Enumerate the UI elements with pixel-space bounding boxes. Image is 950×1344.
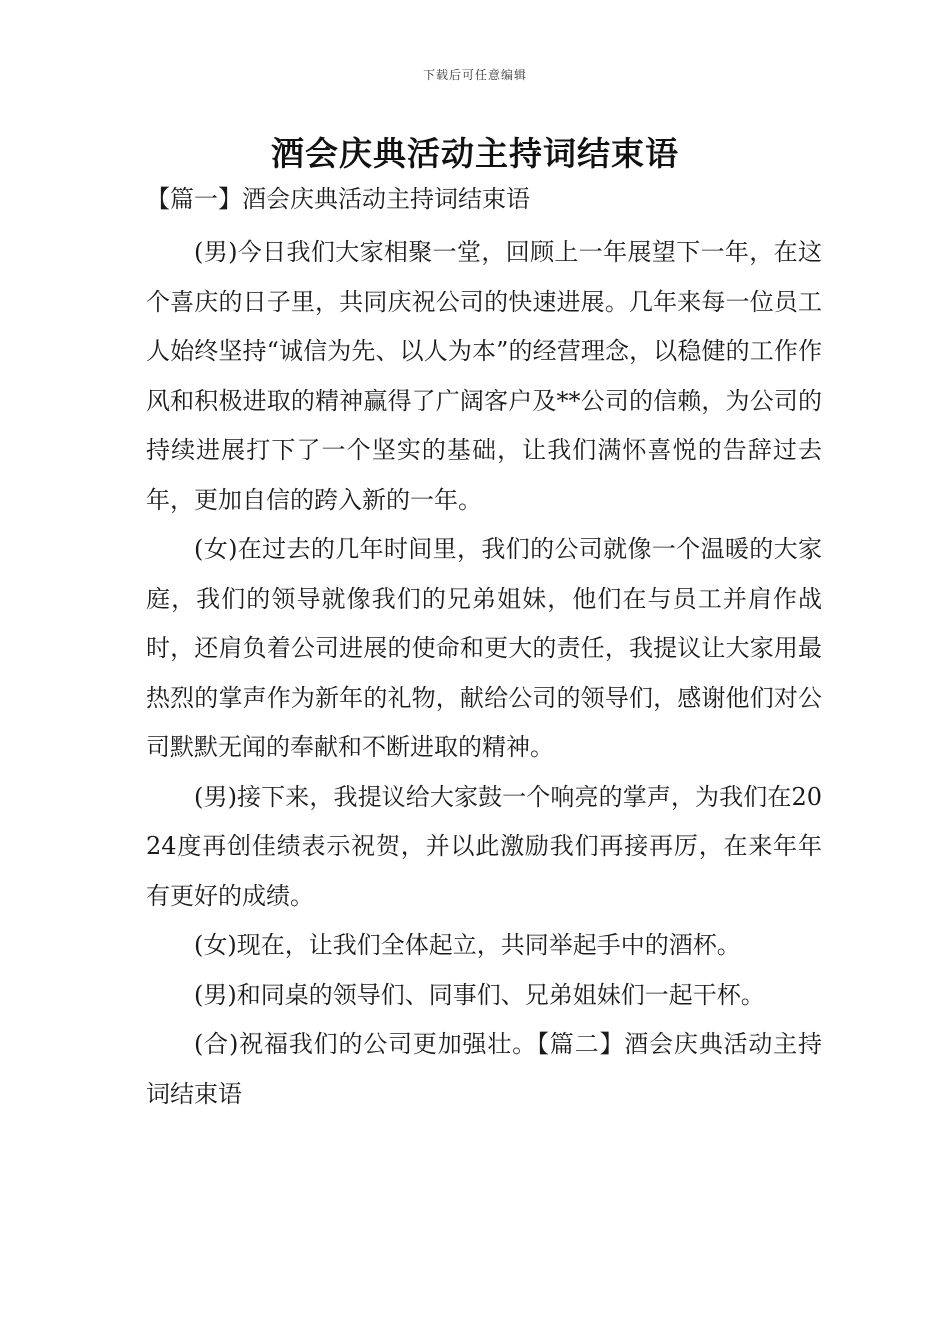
paragraph-6: (合)祝福我们的公司更加强壮。【篇二】酒会庆典活动主持词结束语 (146, 1030, 822, 1108)
paragraph-4: (女)现在，让我们全体起立，共同举起手中的酒杯。 (194, 931, 741, 959)
paragraph-2: (女)在过去的几年时间里，我们的公司就像一个温暖的大家庭，我们的领导就像我们的兄弟姐妹，他们在与员工并肩作战时，还肩负着公司进展的使命和更大的责任，我提议让大家用最热烈的掌声作为新年的礼物，献给公司的领导们，感谢他们对公司默默无闻的奉献和不断进取的精神。 (146, 535, 822, 761)
paragraph-5: (男)和同桌的领导们、同事们、兄弟姐妹们一起干杯。 (194, 980, 765, 1009)
section-heading: 【篇一】酒会庆典活动主持词结束语 (146, 185, 530, 213)
document-body (146, 228, 822, 1119)
paragraph-3: (男)接下来，我提议给大家鼓一个响亮的掌声，为我们在2024度再创佳绩表示祝贺，并以此激励我们再接再厉，在来年年有更好的成绩。 (146, 782, 822, 910)
header-note: 下载后可任意编辑 (422, 68, 527, 82)
document-title: 酒会庆典活动主持词结束语 (271, 134, 679, 173)
paragraph-1: (男)今日我们大家相聚一堂，回顾上一年展望下一年，在这个喜庆的日子里，共同庆祝公司的快速进展。几年来每一位员工人始终坚持“诚信为先、以人为本”的经营理念，以稳健的工作作风和积极进取的精神赢得了广阔客户及**公司的信赖，为公司的持续进展打下了一个坚实的基础，让我们满怀喜悦的告辞过去年，更加自信的跨入新的一年。 (146, 238, 822, 514)
